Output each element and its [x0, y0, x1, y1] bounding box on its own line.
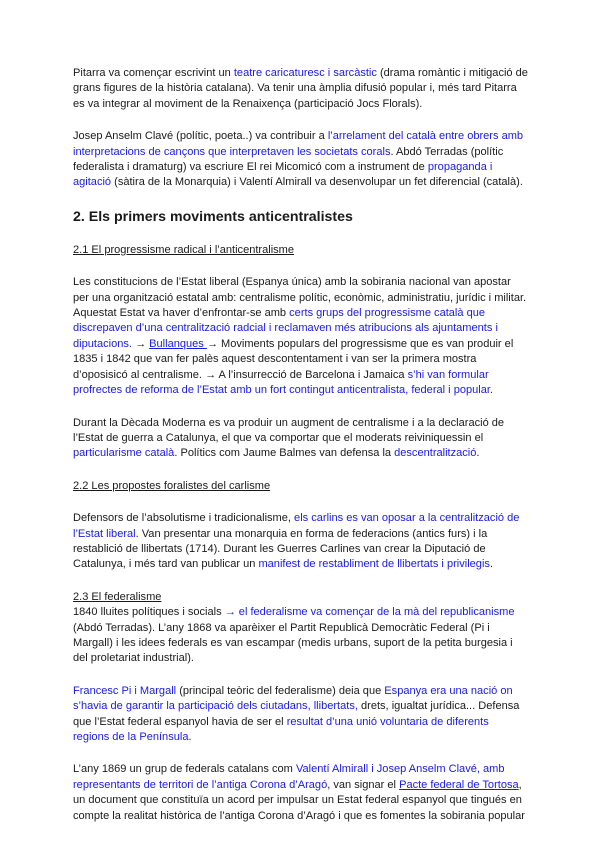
subsection-heading-progressisme: 2.1 El progressisme radical i l’anticentralisme	[73, 243, 295, 256]
text-run: L’any 1869 un grup de federals catalans com	[73, 763, 296, 776]
paragraph-decada-moderna	[73, 416, 528, 462]
highlighted-text: propaganda i agitació	[73, 161, 493, 189]
highlighted-text: Valentí Almirall i Josep Anselm Clavé, amb representants de territori de l’antiga Corona d’Aragó	[73, 763, 505, 791]
text-run: , van signar el	[327, 778, 400, 791]
highlighted-text: Bullanques	[149, 337, 207, 350]
paragraph-pacte-tortosa	[73, 762, 528, 824]
section-heading: 2. Els primers moviments anticentralistes	[73, 208, 353, 225]
text-run: Les constitucions de l’Estat liberal (Espanya única) amb la sobirania nacional van apostar per una organització estatal amb: centralisme polític, econòmic, administratiu, jurídic i militar. Aquestat Estat va haver d’enfrontar-se amb	[73, 276, 527, 320]
text-run: (drama romàntic i mitigació de grans figures de la història catalana). Va tenir una àmplia difusió popular i, més tard Pitarra es va integrar al moviment de la Renaixença (participació Jocs Florals).	[73, 67, 528, 110]
text-run: →	[131, 337, 150, 350]
subsection-heading-federalisme: 2.3 El federalisme	[73, 590, 162, 603]
text-run: .	[489, 558, 494, 571]
text-run: .	[476, 447, 480, 460]
highlighted-text: els carlins es van oposar a la centralització de l’Estat liberal	[73, 512, 520, 540]
text-run: (Abdó Terradas). L’any 1868 va aparèixer el Partit Republicà Democràtic Federal (Pi i Margall) i les idees federals es van escampar (medis urbans, suport de la petita burgesia i del proletariat industrial).	[73, 621, 513, 665]
highlighted-text: → el federalisme va començar de la mà del republicanisme	[224, 606, 515, 619]
text-run: . Polítics com Jaume Balmes van defensa la	[174, 447, 395, 460]
highlighted-text: resultat d’una unió voluntaria de diferents regions de la Península.	[73, 715, 489, 743]
highlighted-text: s’hi van formular profrectes de reforma de l’Estat amb un fort contingut anticentralista, federal i popular.	[73, 368, 494, 397]
highlighted-text: certs grups del progressisme català que discrepaven d’una centralització radcial i reclamaven més atribucions als ajuntaments i diputacions.	[73, 307, 498, 350]
text-run: (principal teòric del federalisme) deia que	[176, 684, 385, 697]
highlighted-text: Espanya era una nació on s’havia de garantir la participació dels ciutadans, llibertats,	[73, 684, 513, 713]
text-run: Durant la Dècada Moderna es va produir un augment de centralisme i a la declaració de l’Estat de guerra a Catalunya, el que va comportar que el moderats reiviniquessin el	[73, 416, 505, 444]
text-run: , un document que constituïa un acord per impulsar un Estat federal espanyol que tingués en compte la realitat històrica de l’antiga Corona d’Aragó i que es fomentes la sobirania popular	[73, 778, 525, 822]
highlighted-text: Pacte federal de Tortosa	[399, 778, 519, 791]
paragraph-pitarra	[73, 66, 528, 112]
highlighted-text: l’arrelament del català entre obrers amb interpretacions de cançons que interpretaven les societats corals	[73, 130, 524, 158]
text-run: . Van presentar una monarquia en forma de federacions (antics furs) i la restablició de llibertats (1714). Durant les Guerres Carlines van crear la Diputació de Catalunya, i més tard van publicar un	[73, 527, 488, 571]
text-run: 1840 lluites polítiques i socials	[73, 606, 225, 619]
text-run: . Abdó Terradas (polític federalista i dramaturg) va escriure El rei Micomicó com a instrument de	[73, 145, 504, 174]
highlighted-text: particularisme català	[73, 447, 175, 460]
paragraph-carlins	[73, 511, 528, 573]
paragraph-constitucions	[73, 275, 528, 398]
subsection-heading-carlisme: 2.2 Les propostes foralistes del carlisme	[73, 479, 271, 492]
text-run: Defensors de l’absolutisme i tradicionalisme,	[73, 512, 295, 525]
text-run: Josep Anselm Clavé (polític, poeta..) va contribuir a	[73, 130, 328, 143]
highlighted-text: Francesc Pi i Margall	[73, 684, 177, 697]
paragraph-clave	[73, 129, 528, 191]
highlighted-text: teatre caricaturesc i sarcàstic	[233, 67, 377, 79]
highlighted-text: descentralització	[394, 447, 477, 460]
paragraph-federalisme-1840	[73, 605, 528, 667]
text-run: → Moviments populars del progressisme que es van produir el 1835 i 1842 que van fer palès aquest descontentament i van ser la primera mostra d’oposisicó al centralisme. → A l’insurrecció de Barcelona i Jamaica	[73, 337, 514, 381]
document-page	[73, 66, 528, 841]
paragraph-pi-margall	[73, 684, 528, 746]
text-run: drets, igualtat jurídica... Defensa que l’Estat federal espanyol havia de ser el	[73, 700, 520, 728]
text-run: Pitarra va començar escrivint un	[73, 67, 234, 79]
text-run: (sàtira de la Monarquia) i Valentí Almirall va desenvolupar un fet diferencial (català).	[111, 176, 523, 189]
highlighted-text: manifest de restabliment de llibertats i privilegis	[258, 558, 490, 571]
